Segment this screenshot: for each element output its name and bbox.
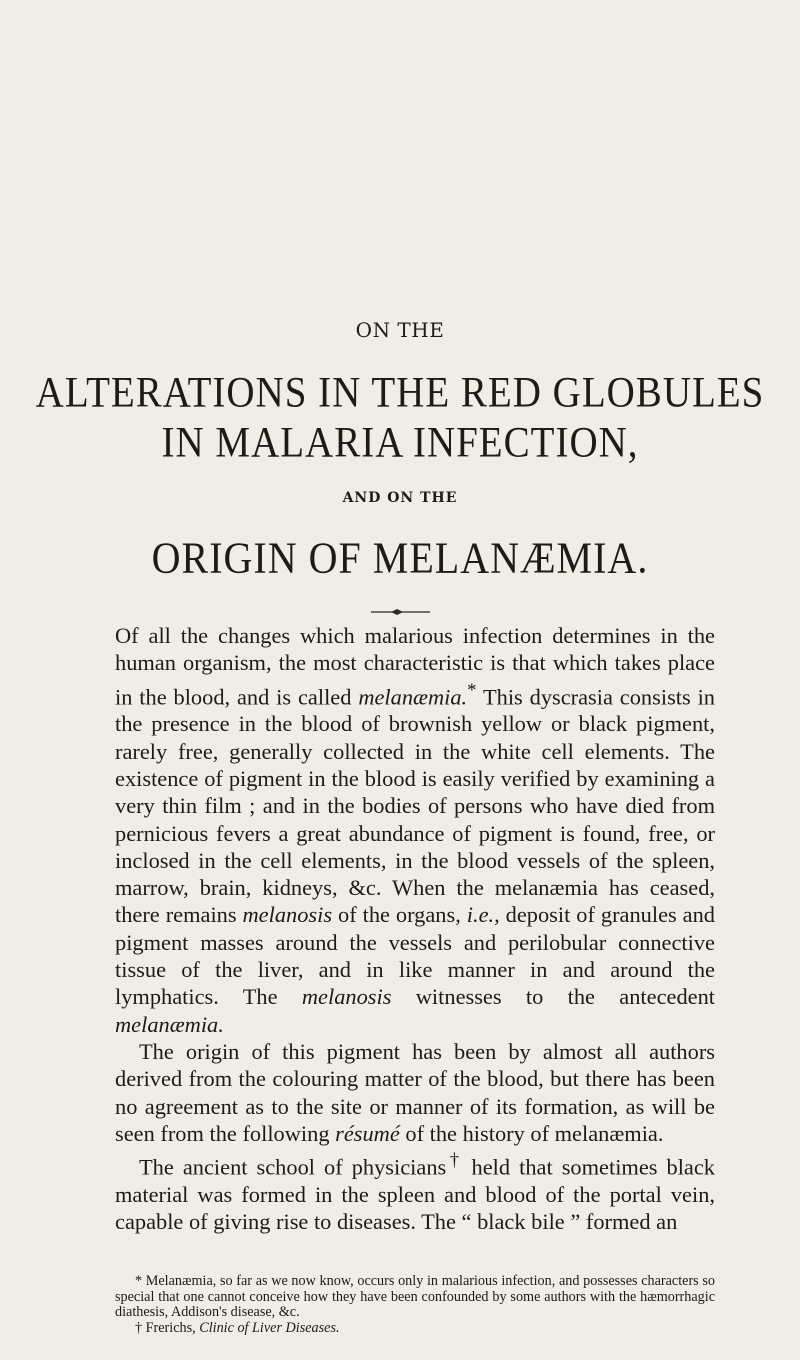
footnotes [115,1274,715,1336]
heading-connector: AND ON THE [342,490,458,506]
title-line-3: ORIGIN OF MELANÆMIA. [151,532,649,583]
paragraph-3: The ancient school of physicians† held that sometimes black material was formed in the spleen and blood of the portal vein, capable of giving rise to diseases. The “ black bile ” formed an [115,1150,716,1235]
title-line-2: IN MALARIA INFECTION, [161,418,639,467]
footnote-1: * Melanæmia, so far as we now know, occurs only in malarious infection, and possesses characters so special that one cannot conceive how they have been confounded by some authors with the hæmorrhagic diathesis, Addison's disease, &c. [115,1273,715,1320]
paragraph-1: Of all the changes which malarious infection determines in the human organism, the most characteristic is that which takes place in the blood, and is called melanæmia.* This dyscrasia consists in the presence in the blood of brownish yellow or black pigment, rarely free, generally collected in the white cell elements. The existence of pigment in the blood is easily verified by examining a very thin film ; and in the bodies of persons who have died from pernicious fevers a great abundance of pigment is found, free, or inclosed in the cell elements, in the blood vessels of the spleen, marrow, brain, kidneys, &c. When the melanæmia has ceased, there remains melanosis of the organs, i.e., deposit of granules and pigment masses around the vessels and perilobular connective tissue of the liver, and in like manner in and around the lymphatics. The melanosis witnesses to the antecedent melanæmia. [115,623,716,1037]
heading-on-the: ON THE [355,318,445,342]
ornamental-rule [371,605,430,619]
title-line-1: ALTERATIONS IN THE RED GLOBULES [35,368,765,417]
body-text [115,622,715,1235]
paragraph-2: The origin of this pigment has been by almost all authors derived from the colouring matter of the blood, but there has been no agreement as to the site or manner of its formation, as will be seen from the following résumé of the history of melanæmia. [115,1038,715,1146]
footnote-2: † Frerichs, Clinic of Liver Diseases. [135,1319,340,1336]
